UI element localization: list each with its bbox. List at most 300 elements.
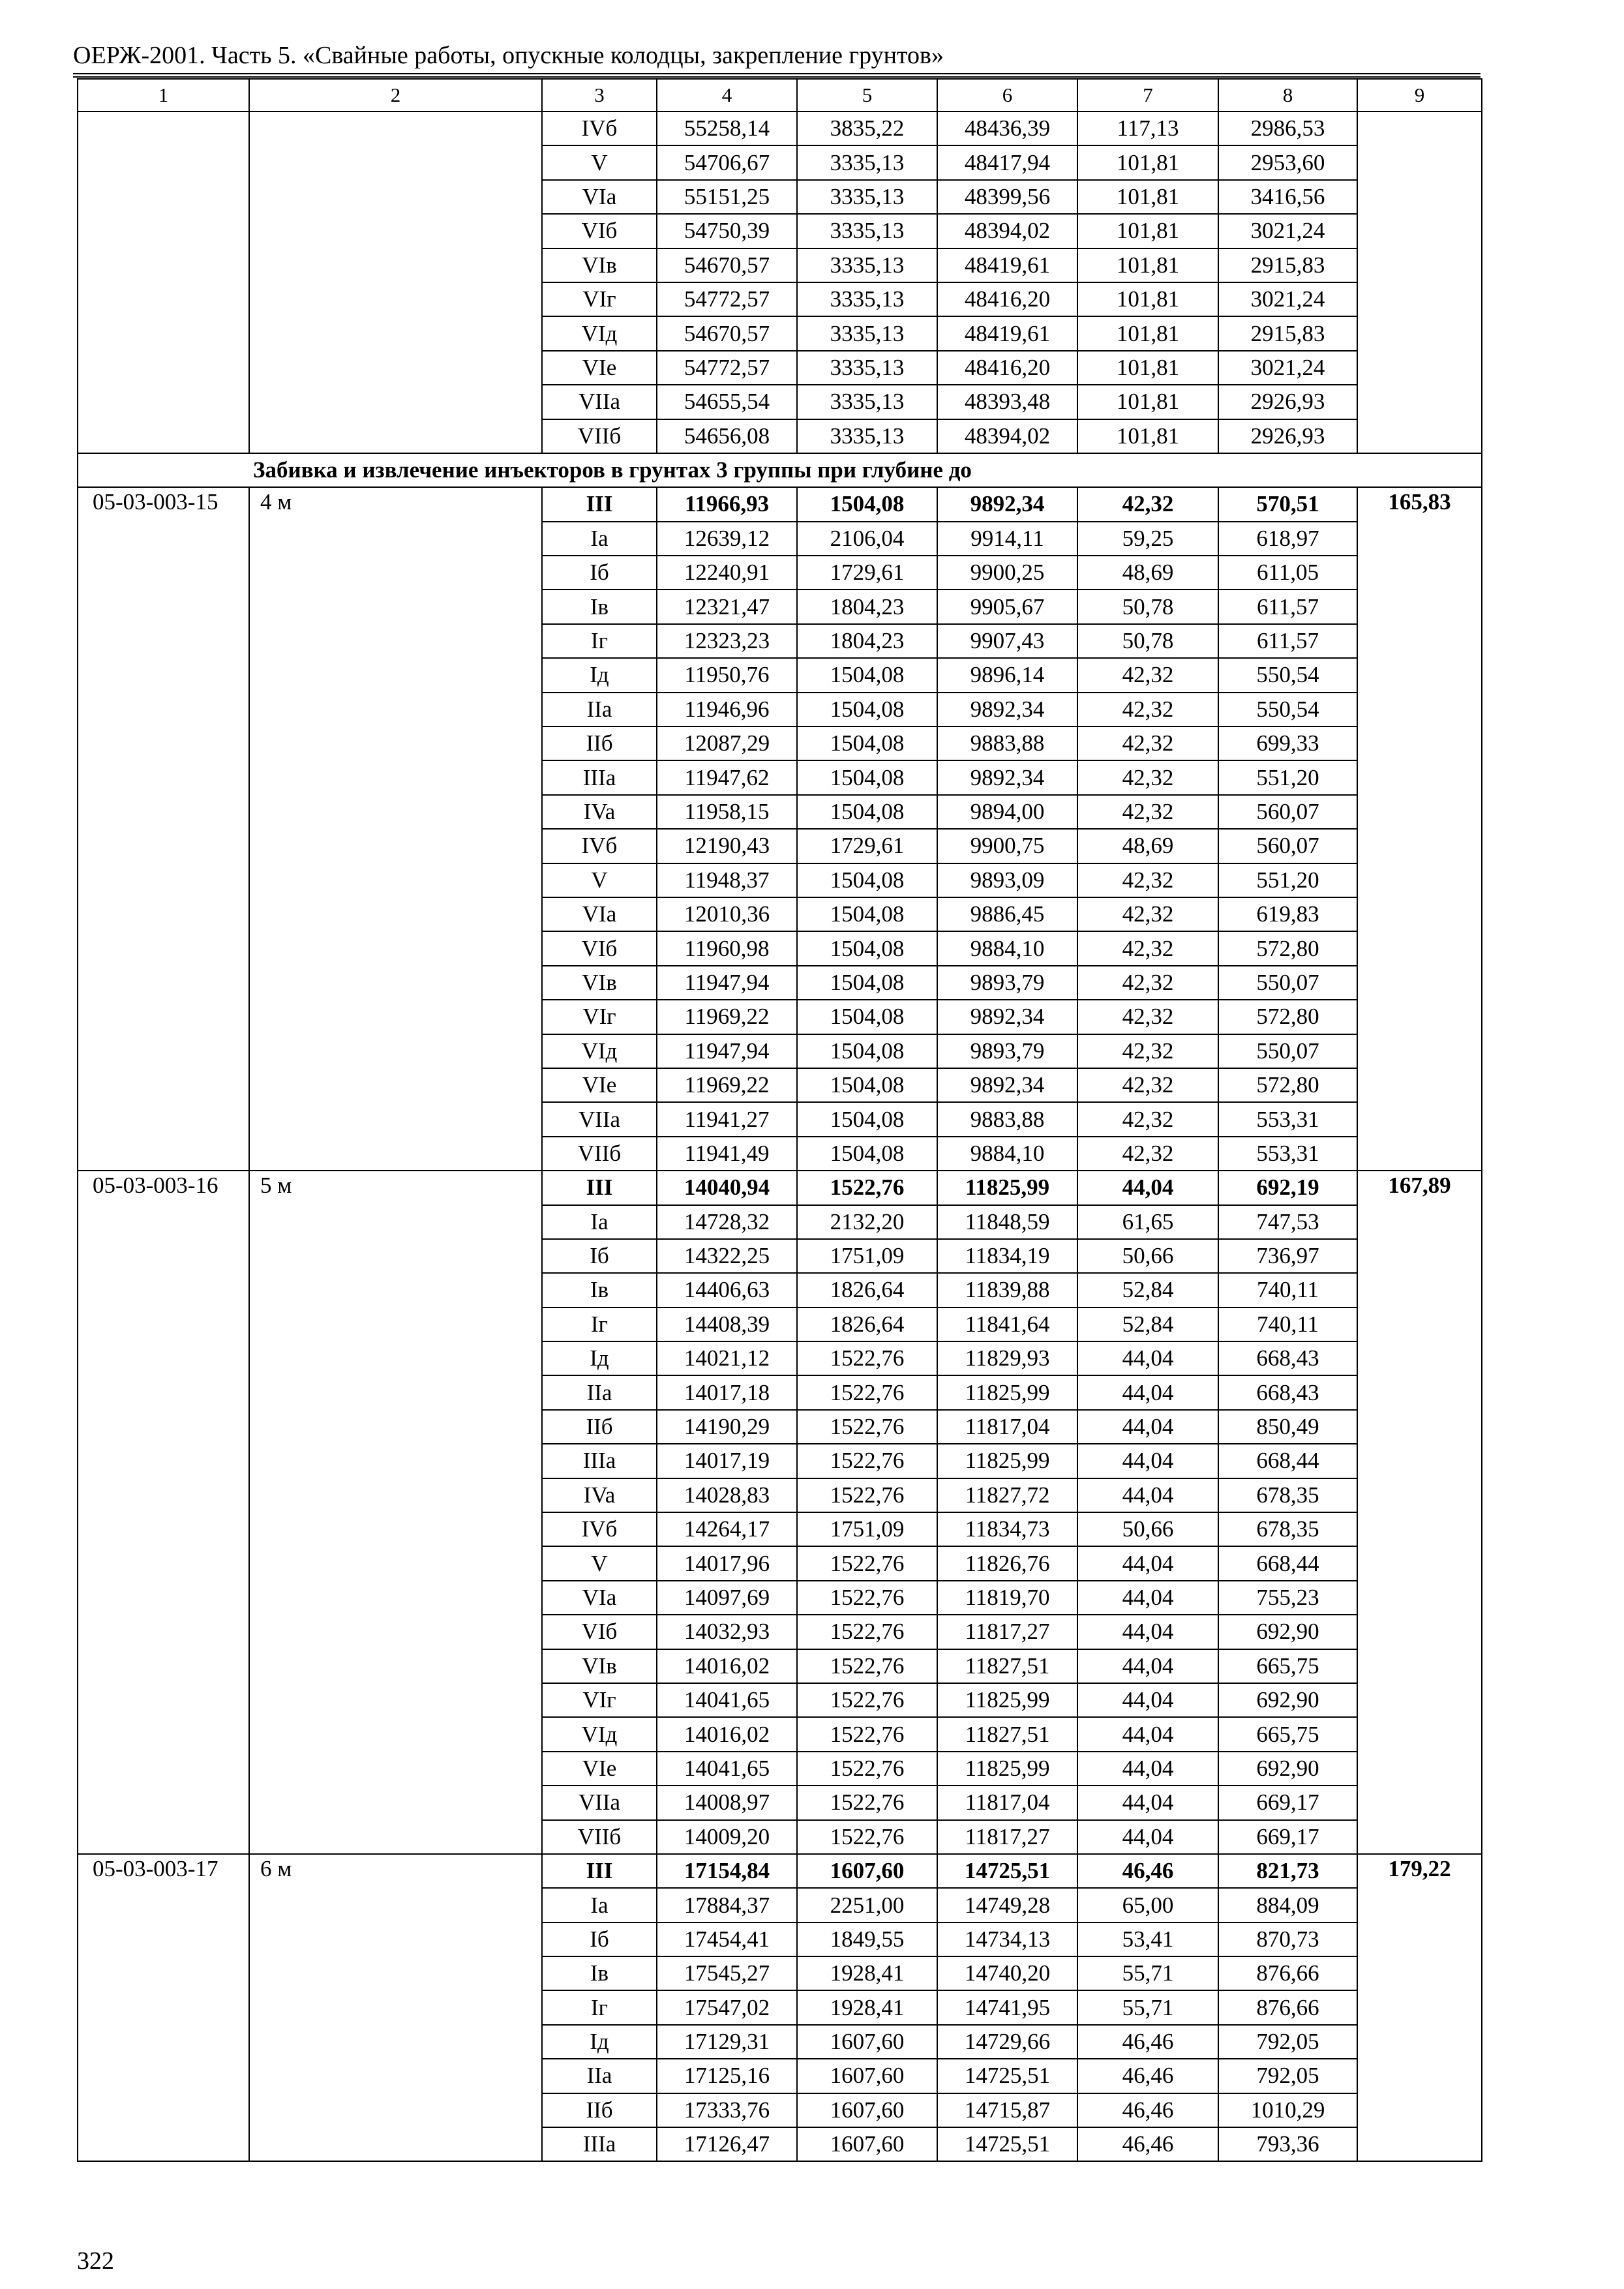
value-cell: 14017,18 xyxy=(657,1375,797,1409)
value-cell: 1751,09 xyxy=(797,1512,937,1546)
value-cell: 850,49 xyxy=(1218,1410,1357,1444)
value-cell: 42,32 xyxy=(1077,1068,1218,1102)
value-cell: 17545,27 xyxy=(657,1956,797,1990)
depth-label: 6 м xyxy=(249,1854,542,2162)
value-cell: 1504,08 xyxy=(797,487,937,521)
value-cell: 1522,76 xyxy=(797,1546,937,1580)
value-cell: 1504,08 xyxy=(797,931,937,965)
value-cell: 2953,60 xyxy=(1218,145,1357,179)
soil-class-cell: VIIб xyxy=(542,1137,657,1171)
soil-class-cell: VIв xyxy=(542,966,657,1000)
column-number: 8 xyxy=(1218,79,1357,112)
value-cell: 572,80 xyxy=(1218,1068,1357,1102)
soil-class-cell: IIa xyxy=(542,693,657,726)
value-cell: 740,11 xyxy=(1218,1308,1357,1341)
value-cell: 3835,22 xyxy=(797,112,937,145)
value-cell: 3416,56 xyxy=(1218,180,1357,214)
value-cell: 44,04 xyxy=(1077,1615,1218,1649)
code-cell-empty xyxy=(78,112,249,453)
depth-label: 4 м xyxy=(249,487,542,1171)
depth-label: 5 м xyxy=(249,1171,542,1854)
column-number: 5 xyxy=(797,79,937,112)
soil-class-cell: Ia xyxy=(542,522,657,556)
value-cell: 101,81 xyxy=(1077,316,1218,350)
rate-code: 05-03-003-15 xyxy=(78,487,249,1171)
header-rule-double xyxy=(73,76,1481,78)
value-cell: 44,04 xyxy=(1077,1683,1218,1717)
price-table xyxy=(77,78,1482,2162)
column-number: 2 xyxy=(249,79,542,112)
value-cell: 3335,13 xyxy=(797,316,937,350)
value-cell: 42,32 xyxy=(1077,693,1218,726)
value-cell: 12190,43 xyxy=(657,829,797,863)
value-cell: 14041,65 xyxy=(657,1752,797,1786)
value-cell: 14740,20 xyxy=(937,1956,1077,1990)
value-cell: 48419,61 xyxy=(937,316,1077,350)
value-cell: 44,04 xyxy=(1077,1546,1218,1580)
value-cell: 11969,22 xyxy=(657,1000,797,1034)
value-cell: 1826,64 xyxy=(797,1273,937,1307)
value-cell: 54772,57 xyxy=(657,282,797,316)
value-cell: 11817,04 xyxy=(937,1786,1077,1819)
value-cell: 101,81 xyxy=(1077,214,1218,248)
value-cell: 1504,08 xyxy=(797,897,937,931)
value-cell: 14725,51 xyxy=(937,2059,1077,2093)
value-cell: 14017,96 xyxy=(657,1546,797,1580)
soil-class-cell: Iд xyxy=(542,658,657,692)
value-cell: 1522,76 xyxy=(797,1786,937,1819)
soil-class-cell: VIг xyxy=(542,1000,657,1034)
value-cell: 9896,14 xyxy=(937,658,1077,692)
value-cell: 550,54 xyxy=(1218,658,1357,692)
soil-class-cell: Iв xyxy=(542,590,657,623)
value-cell: 46,46 xyxy=(1077,1854,1218,1888)
soil-class-cell: IIIa xyxy=(542,2127,657,2161)
value-cell: 692,90 xyxy=(1218,1683,1357,1717)
soil-class-cell: Iв xyxy=(542,1273,657,1307)
value-cell: 14016,02 xyxy=(657,1717,797,1751)
value-cell: 17547,02 xyxy=(657,1990,797,2024)
soil-class-cell: Iг xyxy=(542,624,657,658)
value-cell: 2986,53 xyxy=(1218,112,1357,145)
value-cell: 42,32 xyxy=(1077,1034,1218,1068)
value-cell: 14028,83 xyxy=(657,1478,797,1512)
value-cell: 54706,67 xyxy=(657,145,797,179)
soil-class-cell: Iд xyxy=(542,1341,657,1375)
value-cell: 792,05 xyxy=(1218,2059,1357,2093)
value-cell: 618,97 xyxy=(1218,522,1357,556)
value-cell: 44,04 xyxy=(1077,1581,1218,1615)
value-cell: 884,09 xyxy=(1218,1888,1357,1922)
value-cell: 11848,59 xyxy=(937,1205,1077,1239)
value-cell: 619,83 xyxy=(1218,897,1357,931)
table-body xyxy=(78,79,1482,2161)
value-cell: 9893,79 xyxy=(937,1034,1077,1068)
value-cell: 14009,20 xyxy=(657,1820,797,1854)
value-cell: 11966,93 xyxy=(657,487,797,521)
header-rule xyxy=(73,73,1481,74)
soil-class-cell: IIa xyxy=(542,2059,657,2093)
value-cell: 48394,02 xyxy=(937,214,1077,248)
value-cell: 50,66 xyxy=(1077,1239,1218,1273)
column-number: 6 xyxy=(937,79,1077,112)
value-cell: 550,07 xyxy=(1218,1034,1357,1068)
value-cell: 59,25 xyxy=(1077,522,1218,556)
value-cell: 14016,02 xyxy=(657,1649,797,1683)
column-number: 1 xyxy=(78,79,249,112)
soil-class-cell: Ia xyxy=(542,1205,657,1239)
soil-class-cell: IIIa xyxy=(542,1444,657,1478)
value-cell: 1504,08 xyxy=(797,1034,937,1068)
value-cell: 747,53 xyxy=(1218,1205,1357,1239)
soil-class-cell: VIг xyxy=(542,282,657,316)
value-cell: 11827,72 xyxy=(937,1478,1077,1512)
soil-class-cell: VIe xyxy=(542,1752,657,1786)
value-cell: 48416,20 xyxy=(937,351,1077,385)
value-cell: 55258,14 xyxy=(657,112,797,145)
value-cell: 42,32 xyxy=(1077,863,1218,897)
depth-cell-empty xyxy=(249,112,542,453)
value-cell: 692,90 xyxy=(1218,1615,1357,1649)
value-cell: 53,41 xyxy=(1077,1922,1218,1956)
column-number-row xyxy=(78,79,1482,112)
value-cell: 11941,27 xyxy=(657,1102,797,1136)
value-cell: 1522,76 xyxy=(797,1683,937,1717)
soil-class-cell: VIд xyxy=(542,1034,657,1068)
value-cell: 572,80 xyxy=(1218,1000,1357,1034)
value-cell: 1522,76 xyxy=(797,1581,937,1615)
value-cell: 1504,08 xyxy=(797,726,937,760)
value-cell: 665,75 xyxy=(1218,1717,1357,1751)
soil-class-cell: IIб xyxy=(542,1410,657,1444)
value-cell: 1607,60 xyxy=(797,2127,937,2161)
value-cell: 55,71 xyxy=(1077,1990,1218,2024)
value-cell: 793,36 xyxy=(1218,2127,1357,2161)
value-cell: 1522,76 xyxy=(797,1410,937,1444)
value-cell: 14040,94 xyxy=(657,1171,797,1204)
soil-class-cell: III xyxy=(542,1854,657,1888)
value-cell: 46,46 xyxy=(1077,2059,1218,2093)
value-cell: 755,23 xyxy=(1218,1581,1357,1615)
value-cell: 11825,99 xyxy=(937,1171,1077,1204)
value-cell: 11969,22 xyxy=(657,1068,797,1102)
soil-class-cell: VIг xyxy=(542,1683,657,1717)
column-9-value: 179,22 xyxy=(1357,1854,1482,2162)
value-cell: 14728,32 xyxy=(657,1205,797,1239)
value-cell: 17884,37 xyxy=(657,1888,797,1922)
soil-class-cell: VIe xyxy=(542,1068,657,1102)
value-cell: 101,81 xyxy=(1077,282,1218,316)
value-cell: 14041,65 xyxy=(657,1683,797,1717)
value-cell: 1522,76 xyxy=(797,1717,937,1751)
value-cell: 1504,08 xyxy=(797,693,937,726)
value-cell: 570,51 xyxy=(1218,487,1357,521)
table-row xyxy=(78,487,1482,521)
value-cell: 11839,88 xyxy=(937,1273,1077,1307)
soil-class-cell: V xyxy=(542,145,657,179)
value-cell: 17333,76 xyxy=(657,2093,797,2127)
value-cell: 17454,41 xyxy=(657,1922,797,1956)
value-cell: 1804,23 xyxy=(797,624,937,658)
value-cell: 101,81 xyxy=(1077,385,1218,419)
soil-class-cell: VIIa xyxy=(542,1786,657,1819)
value-cell: 669,17 xyxy=(1218,1786,1357,1819)
value-cell: 11941,49 xyxy=(657,1137,797,1171)
value-cell: 1522,76 xyxy=(797,1649,937,1683)
value-cell: 11834,19 xyxy=(937,1239,1077,1273)
value-cell: 14008,97 xyxy=(657,1786,797,1819)
value-cell: 9900,25 xyxy=(937,556,1077,590)
value-cell: 572,80 xyxy=(1218,931,1357,965)
soil-class-cell: Iг xyxy=(542,1990,657,2024)
value-cell: 3021,24 xyxy=(1218,214,1357,248)
soil-class-cell: VIд xyxy=(542,316,657,350)
soil-class-cell: V xyxy=(542,863,657,897)
value-cell: 1729,61 xyxy=(797,829,937,863)
value-cell: 42,32 xyxy=(1077,966,1218,1000)
value-cell: 560,07 xyxy=(1218,795,1357,829)
value-cell: 44,04 xyxy=(1077,1717,1218,1751)
value-cell: 11841,64 xyxy=(937,1308,1077,1341)
value-cell: 1504,08 xyxy=(797,1068,937,1102)
value-cell: 1849,55 xyxy=(797,1922,937,1956)
value-cell: 11819,70 xyxy=(937,1581,1077,1615)
value-cell: 1826,64 xyxy=(797,1308,937,1341)
soil-class-cell: VIIa xyxy=(542,1102,657,1136)
column-number: 9 xyxy=(1357,79,1482,112)
value-cell: 678,35 xyxy=(1218,1478,1357,1512)
value-cell: 9892,34 xyxy=(937,487,1077,521)
value-cell: 11948,37 xyxy=(657,863,797,897)
value-cell: 11825,99 xyxy=(937,1752,1077,1786)
value-cell: 12240,91 xyxy=(657,556,797,590)
value-cell: 46,46 xyxy=(1077,2025,1218,2059)
value-cell: 3335,13 xyxy=(797,385,937,419)
value-cell: 54772,57 xyxy=(657,351,797,385)
value-cell: 42,32 xyxy=(1077,1102,1218,1136)
value-cell: 1522,76 xyxy=(797,1478,937,1512)
value-cell: 11946,96 xyxy=(657,693,797,726)
value-cell: 550,07 xyxy=(1218,966,1357,1000)
value-cell: 668,44 xyxy=(1218,1444,1357,1478)
value-cell: 12321,47 xyxy=(657,590,797,623)
soil-class-cell: IIa xyxy=(542,1375,657,1409)
value-cell: 14264,17 xyxy=(657,1512,797,1546)
soil-class-cell: Ia xyxy=(542,1888,657,1922)
value-cell: 9892,34 xyxy=(937,1068,1077,1102)
value-cell: 611,57 xyxy=(1218,590,1357,623)
value-cell: 611,57 xyxy=(1218,624,1357,658)
value-cell: 3335,13 xyxy=(797,248,937,282)
value-cell: 42,32 xyxy=(1077,795,1218,829)
value-cell: 48394,02 xyxy=(937,419,1077,453)
value-cell: 14749,28 xyxy=(937,1888,1077,1922)
value-cell: 560,07 xyxy=(1218,829,1357,863)
value-cell: 1504,08 xyxy=(797,1137,937,1171)
value-cell: 9894,00 xyxy=(937,795,1077,829)
value-cell: 11817,27 xyxy=(937,1820,1077,1854)
value-cell: 1522,76 xyxy=(797,1752,937,1786)
value-cell: 48416,20 xyxy=(937,282,1077,316)
value-cell: 11825,99 xyxy=(937,1444,1077,1478)
value-cell: 44,04 xyxy=(1077,1444,1218,1478)
value-cell: 9892,34 xyxy=(937,1000,1077,1034)
value-cell: 665,75 xyxy=(1218,1649,1357,1683)
value-cell: 44,04 xyxy=(1077,1786,1218,1819)
soil-class-cell: VIe xyxy=(542,351,657,385)
value-cell: 550,54 xyxy=(1218,693,1357,726)
column-9-value: 167,89 xyxy=(1357,1171,1482,1854)
value-cell: 42,32 xyxy=(1077,1000,1218,1034)
soil-class-cell: IVб xyxy=(542,1512,657,1546)
value-cell: 1504,08 xyxy=(797,760,937,794)
value-cell: 14406,63 xyxy=(657,1273,797,1307)
value-cell: 54656,08 xyxy=(657,419,797,453)
value-cell: 1504,08 xyxy=(797,863,937,897)
value-cell: 50,66 xyxy=(1077,1512,1218,1546)
value-cell: 1522,76 xyxy=(797,1341,937,1375)
soil-class-cell: VIa xyxy=(542,1581,657,1615)
soil-class-cell: VIд xyxy=(542,1717,657,1751)
extra-cell-empty xyxy=(1357,112,1482,453)
value-cell: 3335,13 xyxy=(797,180,937,214)
value-cell: 692,90 xyxy=(1218,1752,1357,1786)
value-cell: 11834,73 xyxy=(937,1512,1077,1546)
value-cell: 1607,60 xyxy=(797,2059,937,2093)
soil-class-cell: IIб xyxy=(542,726,657,760)
value-cell: 792,05 xyxy=(1218,2025,1357,2059)
soil-class-cell: VIв xyxy=(542,1649,657,1683)
value-cell: 11825,99 xyxy=(937,1683,1077,1717)
value-cell: 14322,25 xyxy=(657,1239,797,1273)
value-cell: 11827,51 xyxy=(937,1717,1077,1751)
value-cell: 101,81 xyxy=(1077,419,1218,453)
value-cell: 1504,08 xyxy=(797,1102,937,1136)
value-cell: 9905,67 xyxy=(937,590,1077,623)
value-cell: 1729,61 xyxy=(797,556,937,590)
value-cell: 11947,94 xyxy=(657,1034,797,1068)
value-cell: 54750,39 xyxy=(657,214,797,248)
value-cell: 669,17 xyxy=(1218,1820,1357,1854)
value-cell: 17129,31 xyxy=(657,2025,797,2059)
value-cell: 11960,98 xyxy=(657,931,797,965)
value-cell: 48,69 xyxy=(1077,556,1218,590)
soil-class-cell: IVa xyxy=(542,795,657,829)
value-cell: 48436,39 xyxy=(937,112,1077,145)
soil-class-cell: IVб xyxy=(542,112,657,145)
value-cell: 44,04 xyxy=(1077,1649,1218,1683)
section-title-row xyxy=(78,453,1482,487)
value-cell: 42,32 xyxy=(1077,658,1218,692)
value-cell: 1504,08 xyxy=(797,795,937,829)
value-cell: 668,43 xyxy=(1218,1375,1357,1409)
value-cell: 3021,24 xyxy=(1218,351,1357,385)
value-cell: 17126,47 xyxy=(657,2127,797,2161)
value-cell: 553,31 xyxy=(1218,1137,1357,1171)
value-cell: 17125,16 xyxy=(657,2059,797,2093)
value-cell: 42,32 xyxy=(1077,931,1218,965)
soil-class-cell: Iб xyxy=(542,1922,657,1956)
value-cell: 14021,12 xyxy=(657,1341,797,1375)
value-cell: 14017,19 xyxy=(657,1444,797,1478)
value-cell: 44,04 xyxy=(1077,1820,1218,1854)
value-cell: 46,46 xyxy=(1077,2127,1218,2161)
value-cell: 1928,41 xyxy=(797,1990,937,2024)
value-cell: 14032,93 xyxy=(657,1615,797,1649)
value-cell: 551,20 xyxy=(1218,760,1357,794)
value-cell: 699,33 xyxy=(1218,726,1357,760)
value-cell: 2926,93 xyxy=(1218,419,1357,453)
value-cell: 2106,04 xyxy=(797,522,937,556)
value-cell: 1522,76 xyxy=(797,1375,937,1409)
value-cell: 9892,34 xyxy=(937,760,1077,794)
value-cell: 65,00 xyxy=(1077,1888,1218,1922)
value-cell: 42,32 xyxy=(1077,897,1218,931)
value-cell: 42,32 xyxy=(1077,487,1218,521)
value-cell: 9900,75 xyxy=(937,829,1077,863)
value-cell: 42,32 xyxy=(1077,726,1218,760)
value-cell: 2251,00 xyxy=(797,1888,937,1922)
soil-class-cell: VIIб xyxy=(542,1820,657,1854)
value-cell: 668,44 xyxy=(1218,1546,1357,1580)
value-cell: 101,81 xyxy=(1077,248,1218,282)
value-cell: 2915,83 xyxy=(1218,316,1357,350)
value-cell: 101,81 xyxy=(1077,180,1218,214)
value-cell: 668,43 xyxy=(1218,1341,1357,1375)
value-cell: 692,19 xyxy=(1218,1171,1357,1204)
soil-class-cell: V xyxy=(542,1546,657,1580)
value-cell: 1522,76 xyxy=(797,1820,937,1854)
value-cell: 1751,09 xyxy=(797,1239,937,1273)
value-cell: 11826,76 xyxy=(937,1546,1077,1580)
value-cell: 52,84 xyxy=(1077,1273,1218,1307)
soil-class-cell: IVa xyxy=(542,1478,657,1512)
value-cell: 3335,13 xyxy=(797,351,937,385)
column-9-value: 165,83 xyxy=(1357,487,1482,1171)
value-cell: 44,04 xyxy=(1077,1752,1218,1786)
soil-class-cell: VIa xyxy=(542,897,657,931)
value-cell: 3335,13 xyxy=(797,282,937,316)
soil-class-cell: VIб xyxy=(542,214,657,248)
soil-class-cell: Iб xyxy=(542,1239,657,1273)
column-number: 4 xyxy=(657,79,797,112)
value-cell: 876,66 xyxy=(1218,1990,1357,2024)
value-cell: 11950,76 xyxy=(657,658,797,692)
value-cell: 821,73 xyxy=(1218,1854,1357,1888)
value-cell: 12010,36 xyxy=(657,897,797,931)
value-cell: 48393,48 xyxy=(937,385,1077,419)
table-row xyxy=(78,1171,1482,1204)
soil-class-cell: IIб xyxy=(542,2093,657,2127)
value-cell: 11817,27 xyxy=(937,1615,1077,1649)
value-cell: 553,31 xyxy=(1218,1102,1357,1136)
value-cell: 44,04 xyxy=(1077,1171,1218,1204)
value-cell: 2915,83 xyxy=(1218,248,1357,282)
value-cell: 117,13 xyxy=(1077,112,1218,145)
soil-class-cell: Iг xyxy=(542,1308,657,1341)
soil-class-cell: IIIa xyxy=(542,760,657,794)
page-header: ОЕРЖ-2001. Часть 5. «Свайные работы, опускные колодцы, закрепление грунтов» xyxy=(73,42,944,69)
value-cell: 1504,08 xyxy=(797,1000,937,1034)
value-cell: 2132,20 xyxy=(797,1205,937,1239)
soil-class-cell: III xyxy=(542,487,657,521)
value-cell: 14725,51 xyxy=(937,2127,1077,2161)
value-cell: 611,05 xyxy=(1218,556,1357,590)
value-cell: 1522,76 xyxy=(797,1444,937,1478)
value-cell: 1607,60 xyxy=(797,1854,937,1888)
table-row xyxy=(78,112,1482,145)
soil-class-cell: VIв xyxy=(542,248,657,282)
